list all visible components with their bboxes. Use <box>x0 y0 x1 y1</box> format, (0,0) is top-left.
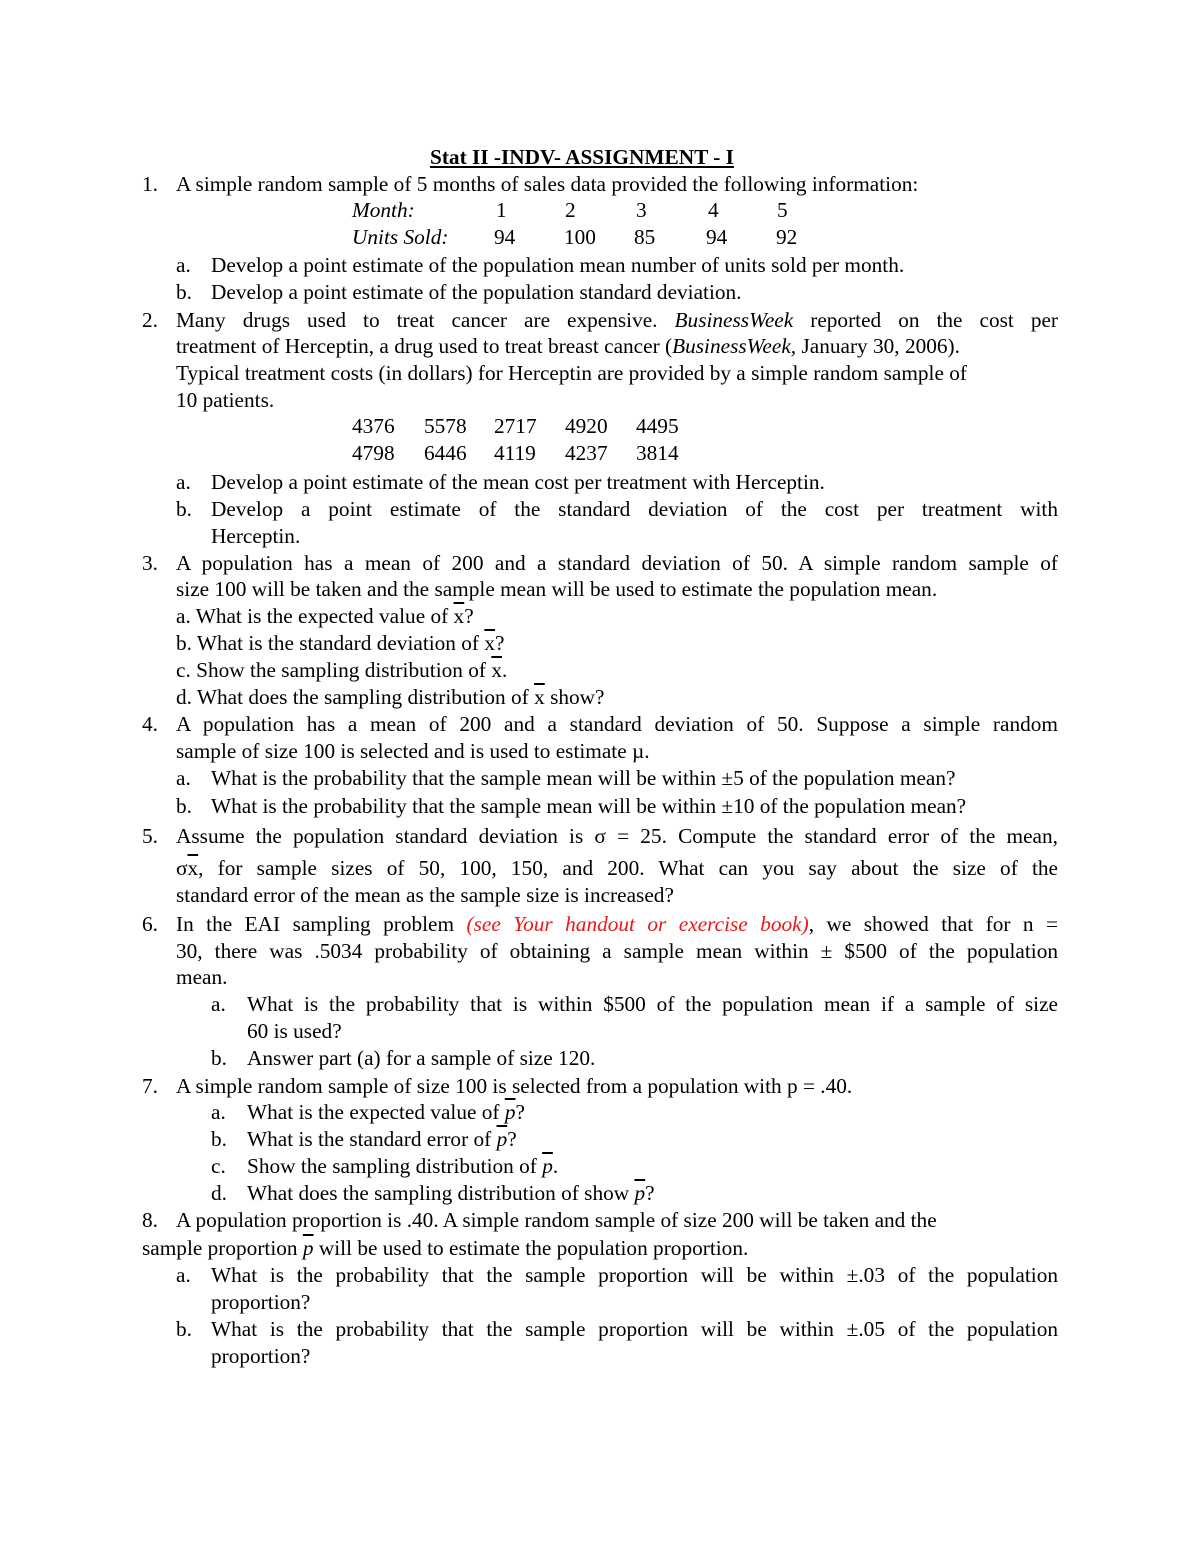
q2-cost-r1-4: 4920 <box>565 414 608 438</box>
q5-line-1: Assume the population standard deviation is σ = 25. Compute the standard error of the mean, <box>176 824 1058 848</box>
p-bar-symbol: $\overline{p}$ <box>542 1154 553 1178</box>
q1-a-letter: a. <box>176 253 191 277</box>
q2-cost-r2-4: 4237 <box>565 441 608 465</box>
q4-a-letter: a. <box>176 766 191 790</box>
q1-text: A simple random sample of 5 months of sales data provided the following information: <box>176 172 919 196</box>
q1-units-1: 94 <box>494 225 516 249</box>
q1-b-text: Develop a point estimate of the population standard deviation. <box>211 280 742 304</box>
q3-b: b. What is the standard deviation of $\overline{x}$? <box>176 631 505 655</box>
p-bar-symbol: $\overline{p}$ <box>496 1127 508 1151</box>
q4-number: 4. <box>142 712 158 736</box>
q1-units-5: 92 <box>776 225 798 249</box>
q1-units-4: 94 <box>706 225 728 249</box>
q2-cost-r2-1: 4798 <box>352 441 395 465</box>
q7-a-text: What is the expected value of $\overline{p}$? <box>247 1100 525 1124</box>
q5-line-2: $\sigma\overline{x}$ , for sample sizes of 50, 100, 150, and 200. What can you say about the size of the <box>176 856 1058 880</box>
q7-b-letter: b. <box>211 1127 227 1151</box>
q6-b-letter: b. <box>211 1046 227 1070</box>
q2-a-letter: a. <box>176 470 191 494</box>
q2-cost-r1-3: 2717 <box>494 414 537 438</box>
q8-number: 8. <box>142 1208 158 1232</box>
q5-line-3: standard error of the mean as the sample size is increased? <box>176 883 674 907</box>
q2-number: 2. <box>142 308 158 332</box>
q2-b-text: Develop a point estimate of the standard deviation of the cost per treatment with <box>211 497 1058 521</box>
q1-month-label: Month: <box>352 198 415 222</box>
q1-month-5: 5 <box>777 198 788 222</box>
q3-c: c. Show the sampling distribution of $\overline{x}$. <box>176 658 508 682</box>
q4-b-letter: b. <box>176 794 192 818</box>
q2-cost-r1-1: 4376 <box>352 414 395 438</box>
x-bar-symbol: $\overline{x}$ <box>484 631 495 655</box>
q3-line-1: A population has a mean of 200 and a standard deviation of 50. A simple random sample of <box>176 551 1058 575</box>
q1-month-3: 3 <box>636 198 647 222</box>
q1-units-label: Units Sold: <box>352 225 449 249</box>
q6-line-3: mean. <box>176 965 228 989</box>
q2-cost-r2-3: 4119 <box>494 441 536 465</box>
q2-cost-r2-5: 3814 <box>636 441 679 465</box>
p-bar-symbol: $\overline{p}$ <box>302 1236 314 1260</box>
q1-month-2: 2 <box>565 198 576 222</box>
p-bar-symbol: $\overline{p}$ <box>504 1100 516 1124</box>
q6-line-2: 30, there was .5034 probability of obtaining a sample mean within ± $500 of the population <box>176 939 1058 963</box>
x-bar-symbol: $\overline{x}$ <box>453 604 465 628</box>
q7-c-text: Show the sampling distribution of $\overline{p}$. <box>247 1154 559 1178</box>
q2-cost-r2-2: 6446 <box>424 441 467 465</box>
q8-a-text: What is the probability that the sample proportion will be within ±.03 of the population <box>211 1263 1058 1287</box>
q6-a-text-cont: 60 is used? <box>247 1019 342 1043</box>
q1-units-3: 85 <box>634 225 656 249</box>
q8-line-1: A population proportion is .40. A simple random sample of size 200 will be taken and the <box>176 1208 937 1232</box>
q4-b-text: What is the probability that the sample mean will be within ±10 of the population mean? <box>211 794 967 818</box>
q7-a-letter: a. <box>211 1100 226 1124</box>
q4-a-text: What is the probability that the sample mean will be within ±5 of the population mean? <box>211 766 956 790</box>
q8-a-letter: a. <box>176 1263 191 1287</box>
q7-c-letter: c. <box>211 1154 226 1178</box>
q2-line-4: 10 patients. <box>176 388 275 412</box>
q8-b-text: What is the probability that the sample proportion will be within ±.05 of the population <box>211 1317 1058 1341</box>
q6-a-text: What is the probability that is within $500 of the population mean if a sample of size <box>247 992 1058 1016</box>
q6-a-letter: a. <box>211 992 226 1016</box>
q6-b-text: Answer part (a) for a sample of size 120. <box>247 1046 596 1070</box>
q2-line-1: Many drugs used to treat cancer are expensive. BusinessWeek reported on the cost per <box>176 308 1059 332</box>
q1-number: 1. <box>142 172 158 196</box>
q7-b-text: What is the standard error of $\overline{p}$? <box>247 1127 517 1151</box>
q5-number: 5. <box>142 824 158 848</box>
q2-b-text-cont: Herceptin. <box>211 524 301 548</box>
q2-b-letter: b. <box>176 497 192 521</box>
q8-b-text-cont: proportion? <box>211 1344 311 1368</box>
q2-cost-r1-5: 4495 <box>636 414 679 438</box>
q8-b-letter: b. <box>176 1317 192 1341</box>
q3-line-2: size 100 will be taken and the sample mean will be used to estimate the population mean. <box>176 577 938 601</box>
page-title: Stat II -INDV- ASSIGNMENT - I <box>430 145 734 169</box>
q8-line-2: sample proportion $\overline{p}$ will be used to estimate the population proportion. <box>142 1236 749 1260</box>
q7-d-letter: d. <box>211 1181 227 1205</box>
q2-a-text: Develop a point estimate of the mean cost per treatment with Herceptin. <box>211 470 825 494</box>
q3-number: 3. <box>142 551 158 575</box>
sigma-xbar-symbol: $\sigma\overline{x}$ <box>176 856 199 880</box>
q1-units-2: 100 <box>564 225 596 249</box>
x-bar-symbol: $\overline{x}$ <box>534 685 545 709</box>
q1-b-letter: b. <box>176 280 192 304</box>
q6-line-1: In the EAI sampling problem (see Your handout or exercise book), we showed that for n = <box>176 912 1058 936</box>
q8-a-text-cont: proportion? <box>211 1290 311 1314</box>
q2-cost-r1-2: 5578 <box>424 414 467 438</box>
q1-month-1: 1 <box>496 198 507 222</box>
q3-d: d. What does the sampling distribution of $\overline{x}$ show? <box>176 685 605 709</box>
q3-a: a. What is the expected value of $\overline{x}$? <box>176 604 474 628</box>
handout-reference: (see Your handout or exercise book) <box>466 912 809 936</box>
q6-number: 6. <box>142 912 158 936</box>
q7-line-1: A simple random sample of size 100 is selected from a population with p = .40. <box>176 1074 853 1098</box>
q4-line-2: sample of size 100 is selected and is used to estimate µ. <box>176 739 650 763</box>
q7-d-text: What does the sampling distribution of show $\overline{p}$? <box>247 1181 655 1205</box>
q1-month-4: 4 <box>708 198 719 222</box>
x-bar-symbol: $\overline{x}$ <box>491 658 502 682</box>
q4-line-1: A population has a mean of 200 and a standard deviation of 50. Suppose a simple random <box>176 712 1058 736</box>
q2-line-3: Typical treatment costs (in dollars) for Herceptin are provided by a simple random sample of <box>176 361 967 385</box>
q2-line-2: treatment of Herceptin, a drug used to treat breast cancer (BusinessWeek, January 30, 2006). <box>176 334 960 358</box>
q1-a-text: Develop a point estimate of the population mean number of units sold per month. <box>211 253 905 277</box>
q7-number: 7. <box>142 1074 158 1098</box>
p-bar-symbol: $\overline{p}$ <box>634 1181 646 1205</box>
